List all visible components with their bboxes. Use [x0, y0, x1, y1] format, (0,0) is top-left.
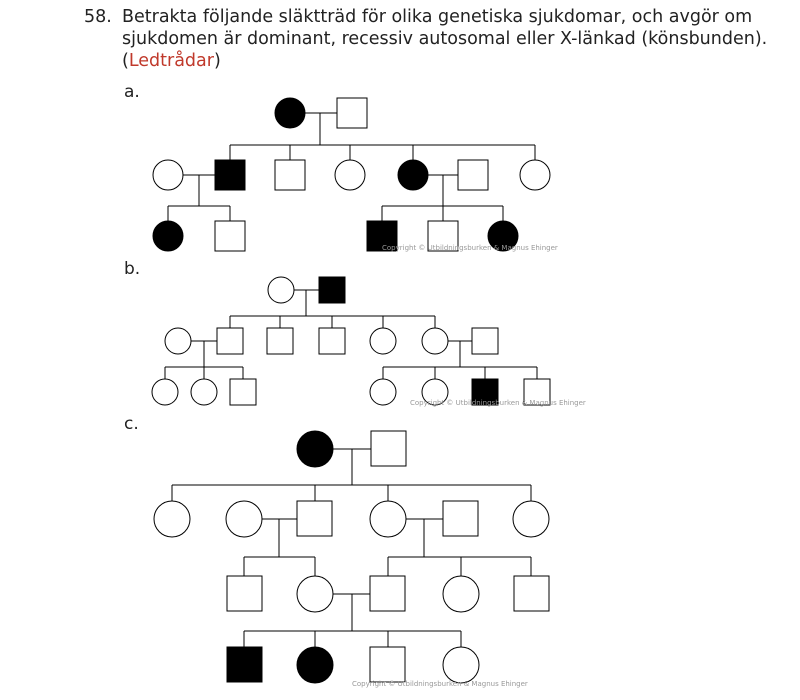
male-unaffected-symbol — [319, 328, 345, 354]
copyright-notice: Copyright © Utbildningsburken & Magnus Ehinger — [410, 399, 586, 407]
female-unaffected-symbol — [443, 647, 479, 683]
copyright-notice: Copyright © Utbildningsburken & Magnus Ehinger — [352, 680, 528, 688]
female-unaffected-symbol — [297, 576, 333, 612]
female-unaffected-symbol — [335, 160, 365, 190]
male-unaffected-symbol — [267, 328, 293, 354]
question-number: 58. — [84, 7, 112, 27]
male-unaffected-symbol — [370, 647, 405, 682]
male-unaffected-symbol — [472, 328, 498, 354]
female-affected-symbol — [297, 647, 333, 683]
question-line-1: Betrakta följande släktträd för olika genetiska sjukdomar, och avgör om — [122, 7, 753, 27]
male-unaffected-symbol — [514, 576, 549, 611]
pedigree-a-label: a. — [124, 82, 140, 102]
female-affected-symbol — [153, 221, 183, 251]
female-unaffected-symbol — [226, 501, 262, 537]
pedigree-c-label: c. — [124, 414, 139, 434]
male-affected-symbol — [319, 277, 345, 303]
pedigree-b — [152, 277, 586, 407]
male-unaffected-symbol — [275, 160, 305, 190]
copyright-notice: Copyright © Utbildningsburken & Magnus Ehinger — [382, 244, 558, 252]
male-unaffected-symbol — [443, 501, 478, 536]
female-unaffected-symbol — [370, 379, 396, 405]
female-unaffected-symbol — [154, 501, 190, 537]
female-affected-symbol — [297, 431, 333, 467]
male-unaffected-symbol — [215, 221, 245, 251]
female-affected-symbol — [275, 98, 305, 128]
male-affected-symbol — [227, 647, 262, 682]
female-unaffected-symbol — [513, 501, 549, 537]
pedigree-b-label: b. — [124, 259, 141, 279]
male-unaffected-symbol — [230, 379, 256, 405]
male-unaffected-symbol — [297, 501, 332, 536]
male-unaffected-symbol — [458, 160, 488, 190]
male-unaffected-symbol — [227, 576, 262, 611]
clue-link[interactable]: Ledtrådar — [128, 51, 214, 71]
male-unaffected-symbol — [337, 98, 367, 128]
female-unaffected-symbol — [191, 379, 217, 405]
female-unaffected-symbol — [370, 501, 406, 537]
female-affected-symbol — [398, 160, 428, 190]
female-unaffected-symbol — [165, 328, 191, 354]
female-unaffected-symbol — [268, 277, 294, 303]
pedigree-a — [153, 98, 558, 252]
male-unaffected-symbol — [371, 431, 406, 466]
female-unaffected-symbol — [153, 160, 183, 190]
female-unaffected-symbol — [443, 576, 479, 612]
male-affected-symbol — [215, 160, 245, 190]
male-unaffected-symbol — [370, 576, 405, 611]
female-unaffected-symbol — [520, 160, 550, 190]
male-unaffected-symbol — [217, 328, 243, 354]
pedigree-c — [154, 431, 549, 688]
paren-open: ( — [122, 51, 129, 71]
female-unaffected-symbol — [152, 379, 178, 405]
female-unaffected-symbol — [422, 328, 448, 354]
question-line-2: sjukdomen är dominant, recessiv autosomal eller X-länkad (könsbunden). — [122, 29, 768, 49]
paren-close: ) — [213, 51, 221, 71]
female-unaffected-symbol — [370, 328, 396, 354]
